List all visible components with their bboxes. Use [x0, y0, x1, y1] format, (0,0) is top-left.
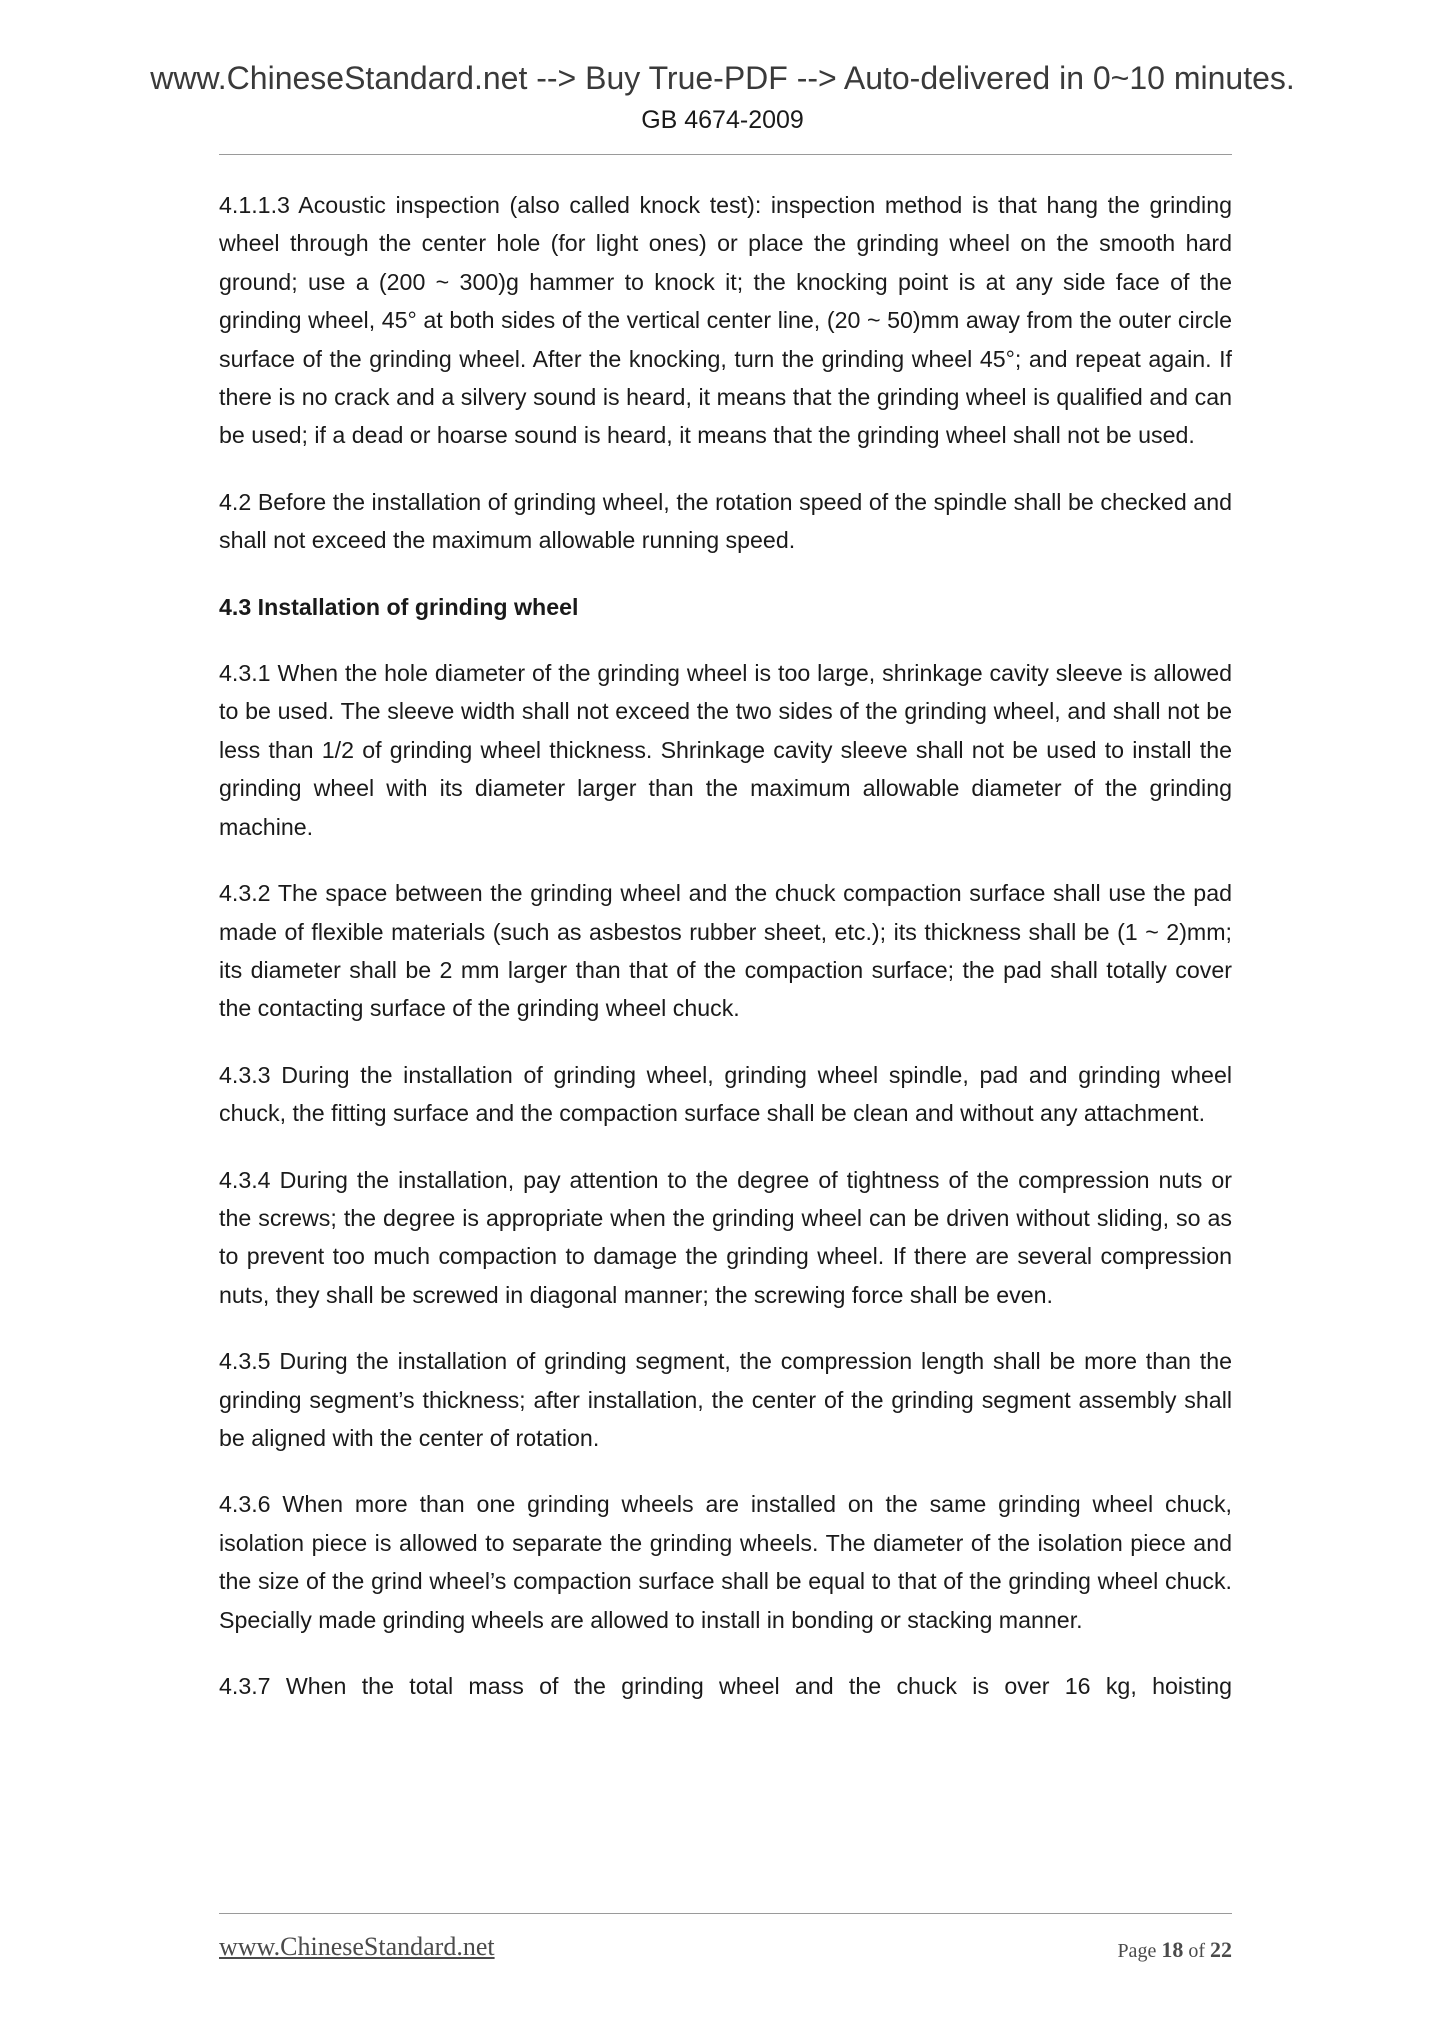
- page-total: 22: [1210, 1937, 1232, 1962]
- paragraph-4-3-3: 4.3.3 During the installation of grinding wheel, grinding wheel spindle, pad and grinding wheel chuck, the fitting surface and the compaction surface shall be clean and without any attachment.: [219, 1061, 1232, 1127]
- footer-divider: [219, 1913, 1232, 1914]
- page-number: [1117, 1937, 1232, 1963]
- paragraph-4-3-6: 4.3.6 When more than one grinding wheels are installed on the same grinding wheel chuck, isolation piece is allowed to separate the grinding wheels. The diameter of the isolation piece and the size of the grind wheel’s compaction surface shall be equal to that of the grinding wheel chuck. Specially made grinding wheels are allowed to install in bonding or stacking manner.: [219, 1491, 1232, 1633]
- paragraph-4-2: 4.2 Before the installation of grinding wheel, the rotation speed of the spindle shall be checked and shall not exceed the maximum allowable running speed.: [219, 488, 1232, 554]
- document-body: [219, 186, 1232, 1705]
- footer-site-link[interactable]: www.ChineseStandard.net: [219, 1932, 495, 1961]
- header-divider: [219, 154, 1232, 155]
- source-banner: www.ChineseStandard.net --> Buy True-PDF --> Auto-delivered in 0~10 minutes.: [150, 60, 1295, 96]
- section-heading-4-3: 4.3 Installation of grinding wheel: [219, 593, 579, 620]
- paragraph-4-3-7: 4.3.7 When the total mass of the grinding wheel and the chuck is over 16 kg, hoisting: [219, 1673, 1232, 1699]
- paragraph-4-3-4: 4.3.4 During the installation, pay attention to the degree of tightness of the compression nuts or the screws; the degree is appropriate when the grinding wheel can be driven without sliding, so as to prevent too much compaction to damage the grinding wheel. If there are several compression nuts, they shall be screwed in diagonal manner; the screwing force shall be even.: [219, 1166, 1232, 1308]
- paragraph-4-1-1-3: 4.1.1.3 Acoustic inspection (also called knock test): inspection method is that hang the grinding wheel through the center hole (for light ones) or place the grinding wheel on the smooth hard ground; use a (200 ~ 300)g hammer to knock it; the knocking point is at any side face of the grinding wheel, 45° at both sides of the vertical center line, (20 ~ 50)mm away from the outer circle surface of the grinding wheel. After the knocking, turn the grinding wheel 45°; and repeat again. If there is no crack and a silvery sound is heard, it means that the grinding wheel is qualified and can be used; if a dead or hoarse sound is heard, it means that the grinding wheel shall not be used.: [219, 192, 1232, 449]
- paragraph-4-3-2: 4.3.2 The space between the grinding wheel and the chuck compaction surface shall use the pad made of flexible materials (such as asbestos rubber sheet, etc.); its thickness shall be (1 ~ 2)mm; its diameter shall be 2 mm larger than that of the compaction surface; the pad shall totally cover the contacting surface of the grinding wheel chuck.: [219, 880, 1232, 1022]
- page-current: 18: [1161, 1937, 1184, 1962]
- page-of: of: [1188, 1940, 1205, 1962]
- paragraph-4-3-1: 4.3.1 When the hole diameter of the grinding wheel is too large, shrinkage cavity sleeve is allowed to be used. The sleeve width shall not exceed the two sides of the grinding wheel, and shall not be less than 1/2 of grinding wheel thickness. Shrinkage cavity sleeve shall not be used to install the grinding wheel with its diameter larger than the maximum allowable diameter of the grinding machine.: [219, 660, 1232, 840]
- standard-code: GB 4674-2009: [641, 106, 804, 134]
- paragraph-4-3-5: 4.3.5 During the installation of grinding segment, the compression length shall be more than the grinding segment’s thickness; after installation, the center of the grinding segment assembly shall be aligned with the center of rotation.: [219, 1348, 1232, 1451]
- page-word: Page: [1117, 1940, 1157, 1962]
